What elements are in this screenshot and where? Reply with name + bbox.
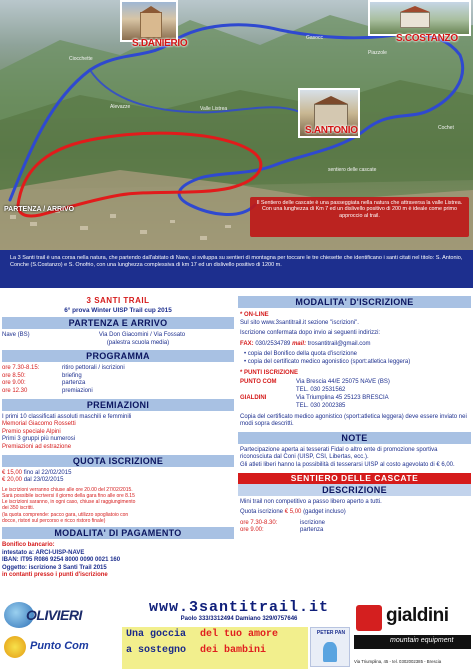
quota-amount: € 15,00 (2, 469, 23, 476)
descrizione-text: Mini trail non competitivo a passo libero aperto a tutti. (240, 498, 382, 505)
sentiero-title: SENTIERO DELLE CASCATE (238, 473, 471, 484)
programma-row (2, 388, 234, 396)
quota-row (2, 470, 234, 478)
olivieri-text: OLIVIERI (26, 607, 82, 623)
punto-line: TEL. 030 2531562 (296, 386, 346, 393)
left-column (2, 292, 234, 580)
copy-text: copia del certificato medico agonistico (sport:atletica leggera) (247, 358, 411, 365)
quota-sentiero (240, 509, 471, 517)
contact-phones: Paolo 333/3312494 Damiano 329/0757646 (180, 616, 298, 622)
programma-label: partenza (62, 380, 86, 387)
programma-label: ritiro pettorali / iscrizioni (62, 365, 125, 372)
quota-note: dei 350 iscritti. (2, 505, 34, 512)
sponsor-logo-puntocom (4, 634, 114, 666)
sched-time: ore 9.00: (240, 527, 264, 534)
event-title: 3 SANTI TRAIL (86, 296, 150, 305)
quota-note: Sarà possibile iscriversi il giorno della gara fino alle ore 8.15 (2, 492, 135, 499)
shop-address: Via Triumplina, 45 - tel. 0302002385 - Brescia (354, 659, 442, 664)
slogan-text: Una goccia (126, 629, 187, 640)
note-text: Gli atleti liberi hanno la possibilità di tesserarsi UISP al costo agevolato di € 6,00. (240, 461, 455, 468)
quota-list (2, 470, 234, 485)
website-url[interactable]: www.3santitrail.it (148, 599, 330, 616)
quota-label: fino al 22/02/2015 (23, 469, 72, 476)
programma-row (2, 373, 234, 381)
iscrizione-body (238, 312, 471, 429)
programma-row (2, 380, 234, 388)
right-column (238, 292, 471, 535)
intro-text: La 3 Santi trail è una corsa nella natura, che partendo dall'abitato di Nave, si sviluppa su sentieri di montagna per toccare le tre chiesette che identificano i santi citati nel titolo: S. Antonio, Conche (S.Costanzo) e S. Onofrio, con una lunghezza complessiva di km 17 ed un dislivello positivo di 1200 m. (0, 250, 473, 288)
slogan-text: del tuo amore (200, 629, 279, 640)
event-subtitle: 6° prova Winter UISP Trail cup 2015 (64, 307, 172, 314)
pagamento-line: Oggetto: iscrizione 3 Santi Trail 2015 (2, 564, 107, 571)
place-label: Cochet (438, 125, 454, 131)
section-pagamento: MODALITA' DI PAGAMENTO (2, 527, 234, 539)
quota-notes (2, 487, 234, 524)
premiazioni-item: Premio speciale Alpini (2, 428, 61, 435)
programma-time: ore 12.30 (2, 387, 28, 394)
church-label-antonio: S.ANTONIO (305, 125, 358, 136)
start-finish-label: PARTENZA / ARRIVO (4, 206, 75, 213)
section-quota: QUOTA ISCRIZIONE (2, 455, 234, 467)
punto-name: GIALDINI (240, 395, 267, 402)
premiazioni-list (2, 414, 234, 452)
partenza-row (2, 332, 234, 340)
punto-address (296, 395, 471, 410)
punto-address (296, 379, 471, 394)
copy-text: copia del Bonifico della quota d'iscrizione (247, 351, 357, 358)
place-label: Gasocc (306, 35, 323, 41)
section-note: NOTE (238, 432, 471, 444)
cascate-info-box: Il Sentiero delle cascate è una passeggiata nella natura che attraversa la valle Listrea. Con una lunghezza di Km 7 ed un dislivello positivo di 200 m è ideale come primo approccio al trail. (250, 197, 469, 237)
programma-label: premiazioni (62, 387, 93, 394)
online-label: * ON-LINE (240, 312, 269, 318)
premiazioni-item: Premiazioni ad estrazione (2, 443, 72, 450)
place-label: Alevazze (110, 104, 131, 110)
quota-sentiero-label: Quota iscrizione (240, 509, 284, 516)
quota-sentiero-extra: (gadget incluso) (303, 509, 346, 516)
pagamento-line: intestato a: ARCI-UISP-NAVE (2, 549, 85, 556)
sched-row (240, 527, 471, 535)
mail-value: trosantitrail@gmail.com (307, 340, 371, 347)
pagamento-list (2, 542, 234, 580)
fax-value: 030/2534789 (255, 340, 291, 347)
place-label: Ciocchette (69, 56, 93, 62)
church-photo-danierio (120, 0, 178, 42)
quota-amount: € 20,00 (2, 477, 23, 484)
copy-item: • copia del certificato medico agonistico (sport:atletica leggera) (244, 358, 411, 365)
programma-time: ore 9.00: (2, 380, 26, 387)
premiazioni-item: I primi 10 classificati assoluti maschili e femminili (2, 413, 132, 420)
mail-label: mail: (292, 340, 307, 347)
gialdini-tagline: mountain equipment (390, 637, 454, 644)
contact-row (240, 341, 471, 349)
punti-label: * PUNTI ISCRIZIONE (240, 369, 299, 376)
section-descrizione: DESCRIZIONE (238, 484, 471, 496)
punto-line: TEL. 030 2002385 (296, 402, 346, 409)
section-programma: PROGRAMMA (2, 350, 234, 362)
section-iscrizione: MODALITA' D'ISCRIZIONE (238, 296, 471, 308)
note-body (238, 447, 471, 470)
quota-label: dal 23/02/2015 (23, 477, 64, 484)
sched-time: ore 7.30-8.30: (240, 519, 278, 526)
punto-name: PUNTO COM (240, 379, 277, 386)
puntocom-text: Punto Com (30, 640, 89, 652)
online-text: Sul sito www.3santitrail.it sezione "iscrizioni". (240, 319, 359, 326)
section-partenza: PARTENZA E ARRIVO (2, 317, 234, 329)
punto-row (240, 379, 471, 394)
pagamento-cash: in contanti presso i punti d'iscrizione (2, 572, 108, 579)
place-label: sentiero delle cascate (328, 167, 377, 173)
place-label: Valle Listrea (200, 106, 228, 112)
sponsor-logo-peterpan (310, 627, 350, 667)
punto-row (240, 395, 471, 410)
slogan-text: dei bambini (200, 645, 267, 656)
pagamento-line: Bonifico bancario: (2, 541, 55, 548)
slogan-line (126, 629, 304, 641)
premiazioni-item: Primi 3 gruppi più numerosi (2, 436, 76, 443)
charity-slogan (122, 627, 308, 669)
note-text: Partecipazione aperta ai tesserati Fidal o altro ente di promozione sportiva riconosciuta dal Coni (UISP, CSI, Libertas, ecc.). (240, 446, 438, 461)
peterpan-text: PETER PAN (316, 630, 346, 636)
quota-note: docce, ristori sul percorso e ricco ristoro finale) (2, 517, 106, 524)
programma-time: ore 8.50: (2, 372, 26, 379)
place-label: Piazzole (368, 50, 387, 56)
slogan-text: a sostegno (126, 645, 187, 656)
quota-note: Le iscrizioni verranno chiuse alle ore 20.00 del 27/02/2015. (2, 486, 133, 493)
church-label-danierio: S.DANIERIO (132, 38, 188, 49)
partenza-note: (palestra scuola media) (106, 339, 170, 346)
partenza-place: Nave (BS) (2, 332, 30, 338)
programma-list (2, 365, 234, 395)
sched-label: partenza (300, 527, 324, 534)
quota-note: (la quota comprende: pacco gara, utilizzo spogliatoio con (2, 511, 129, 518)
church-label-costanzo: S.COSTANZO (396, 33, 458, 44)
quota-row (2, 477, 234, 485)
quota-note: Le iscrizioni saranno, in ogni caso, chiuse al raggiungimento (2, 499, 136, 506)
gialdini-text: gialdini (386, 605, 449, 626)
quota-sentiero-value: € 5,00 (284, 509, 302, 516)
church-photo-costanzo (368, 0, 471, 36)
slogan-line (126, 645, 304, 657)
sched-row (240, 520, 471, 528)
programma-time: ore 7.30-8.15: (2, 365, 40, 372)
descrizione-body (238, 499, 471, 535)
sponsor-logo-olivieri (4, 600, 114, 630)
copy-item: • copia del Bonifico della quota d'iscrizione (244, 351, 357, 358)
punto-line: Via Brescia 44/E 25075 NAVE (BS) (296, 379, 390, 386)
programma-label: briefing (62, 372, 82, 379)
programma-row (2, 365, 234, 373)
premiazioni-item: Memorial Giacomo Rossetti (2, 421, 76, 428)
fax-label: FAX: (240, 340, 254, 347)
partenza-address: Via Don Giacomini / Via Fossato (98, 332, 186, 338)
section-premiazioni: PREMIAZIONI (2, 399, 234, 411)
cert-text: Copia del certificato medico agonistico (sport:atletica leggera) deve essere inviato nei modi sopra descritti. (240, 413, 467, 428)
hero-map (0, 0, 473, 250)
confirm-text: Iscrizione confermata dopo invio ai seguenti indirizzi: (240, 330, 381, 337)
sponsor-logo-gialdini (354, 599, 471, 657)
sched-label: iscrizione (300, 519, 326, 526)
punto-line: Via Triumplina 45 25123 BRESCIA (296, 395, 389, 402)
pagamento-line: IBAN: IT95 R086 9254 8000 0090 0021 160 (2, 557, 121, 564)
gialdini-mark-icon (356, 605, 382, 631)
